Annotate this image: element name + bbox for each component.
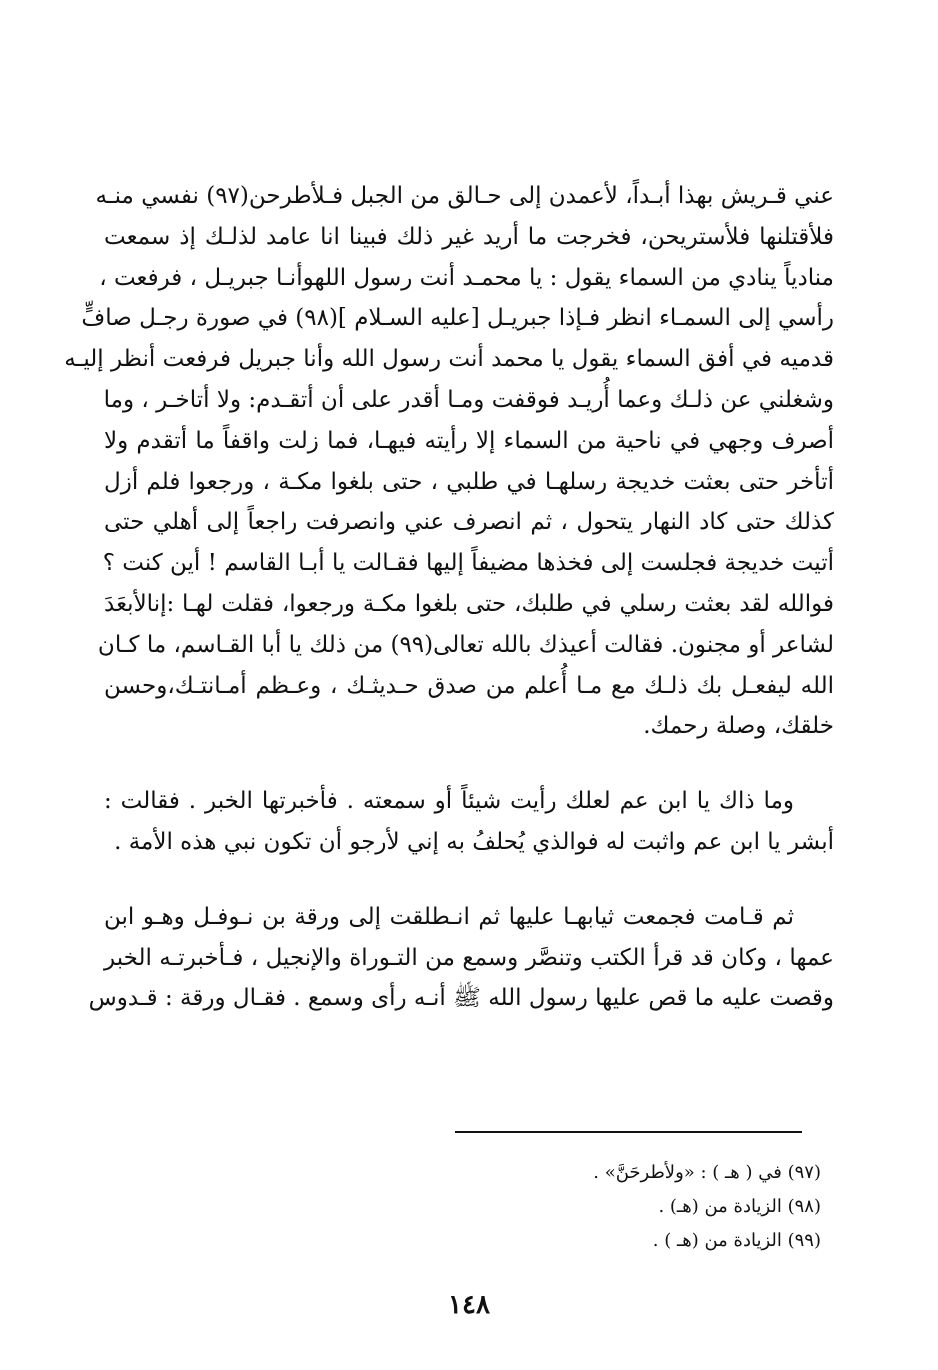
text-line: كذلك حتى كاد النهار يتحول ، ثم انصرف عني وانصرفت راجعاً إلى أهلي حتى xyxy=(104,509,834,536)
text-line: عني قـريش بهذا أبـداً، لأعمدن إلى حـالق من الجبل فـلأطرحن(٩٧) نفسي منـه xyxy=(95,183,834,209)
paragraph-2 xyxy=(104,781,834,863)
text-line: قدميه في أفق السماء يقول يا محمد أنت رسول الله وأنا جبريل فرفعت أنظر إليـه xyxy=(64,346,834,373)
footnote-99: (٩٩) الزيادة من (هـ ) . xyxy=(652,1230,821,1251)
text-line: أتيت خديجة فجلست إلى فخذها مضيفاً إليها فقـالت يا أبـا القاسم ! أين كنت ؟ xyxy=(102,550,834,577)
footnotes xyxy=(321,1156,821,1258)
text-line: خلقك، وصلة رحمك. xyxy=(643,713,834,740)
text-line: وقصت عليه ما قص عليها رسول الله ﷺ أنـه رأى وسمع . فقـال ورقة : قـدوس xyxy=(88,985,834,1012)
footnote-97: (٩٧) في ( هـ ) : «ولأطرحَنَّ» . xyxy=(593,1162,821,1183)
text-line: أتأخر حتى بعثت خديجة رسلهـا في طلبي ، حتى بلغوا مكـة ، ورجعوا فلم أزل xyxy=(104,468,834,495)
main-text xyxy=(64,176,834,1019)
text-line: عمها ، وكان قد قرأ الكتب وتنصَّر وسمع من التـوراة والإنجيل ، فـأخبرتـه الخبر xyxy=(104,944,834,971)
text-line: الله ليفعـل بك ذلـك مع مـا أُعلم من صدق حـديثـك ، وعـظم أمـانتـك،وحسن xyxy=(104,672,834,699)
text-line: أصرف وجهي في ناحية من السماء إلا رأيته فيهـا، فما زلت واقفاً ما أتقدم ولا xyxy=(104,427,834,454)
text-line: ثم قـامت فجمعت ثيابهـا عليها ثم انـطلقت إلى ورقة بن نـوفـل وهـو ابن xyxy=(104,903,794,930)
text-line: لشاعر أو مجنون. فقالت أعيذك بالله تعالى(٩٩) من ذلك يا أبا القـاسم، ما كـان xyxy=(97,631,834,658)
text-line: فوالله لقد بعثت رسلي في طلبك، حتى بلغوا مكـة ورجعوا، فقلت لهـا :إنالأبعَدَ xyxy=(104,590,834,617)
text-line: وشغلني عن ذلـك وعما أُريـد فوقفت ومـا أقدر على أن أتقـدم: ولا أتاخـر ، وما xyxy=(103,386,834,413)
text-line: وما ذاك يا ابن عم لعلك رأيت شيئاً أو سمعته . فأخبرتها الخبر . فقالت : xyxy=(104,788,794,815)
paragraph-1 xyxy=(64,176,834,747)
footnote-separator xyxy=(455,1131,802,1133)
text-line: فلأقتلنها فلأستريحن، فخرجت ما أريد غير ذلك فبينا انا عامد لذلـك إذ سمعت xyxy=(104,223,834,250)
text-line: رأسي إلى السمـاء انظر فـإذا جبريـل [عليه السـلام ](٩٨) في صورة رجـل صافٍّ xyxy=(81,305,834,332)
paragraph-3 xyxy=(88,897,834,1019)
text-line: منادياً ينادي من السماء يقول : يا محمـد أنت رسول اللهوأنـا جبريـل ، فرفعت ، xyxy=(99,264,834,291)
footnote-98: (٩٨) الزيادة من (هـ) . xyxy=(658,1196,821,1217)
text-line: أبشر يا ابن عم واثبت له فوالذي يُحلفُ به إني لأرجو أن تكون نبي هذه الأمة . xyxy=(114,828,834,855)
page-number: ١٤٨ xyxy=(448,1290,490,1320)
